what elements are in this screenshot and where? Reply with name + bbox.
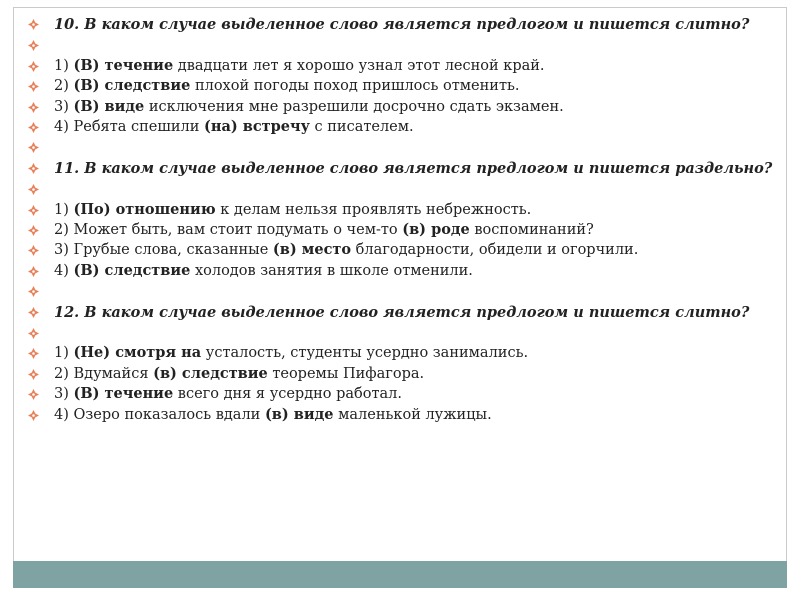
- option-text: 4) Озеро показалось вдали: [54, 406, 265, 423]
- option-number: 1): [54, 57, 74, 74]
- highlighted-word: (Не) смотря на: [73, 344, 202, 362]
- fleuron-bullet-icon: [28, 122, 39, 133]
- option-text: усталость, студенты усердно занимались.: [201, 345, 529, 362]
- highlighted-word: (В) виде: [73, 97, 145, 115]
- option-text: воспоминаний?: [469, 221, 594, 238]
- option-text: с писателем.: [309, 119, 414, 135]
- answer-option-3: [26, 240, 778, 260]
- option-text: 4) Ребята спешили: [54, 119, 204, 135]
- fleuron-bullet-icon: [28, 225, 39, 236]
- option-text: к делам нельзя проявлять небрежность.: [215, 201, 532, 218]
- spacer-line: [26, 137, 778, 157]
- answer-option-3: [26, 384, 778, 404]
- answer-option-2: [26, 364, 778, 384]
- slide-content: [26, 14, 778, 425]
- fleuron-bullet-icon: [28, 81, 39, 92]
- answer-option-1: [26, 56, 778, 76]
- question-text: 11. В каком случае выделенное слово является предлогом и пишется раздельно?: [54, 159, 773, 177]
- answer-option-2: [26, 220, 778, 240]
- option-text: 2) Может быть, вам стоит подумать о чем-то: [54, 221, 403, 238]
- spacer-line: [26, 179, 778, 199]
- highlighted-word: (в) роде: [402, 220, 470, 238]
- highlighted-word: (В) течение: [73, 56, 174, 74]
- option-text: всего дня я усердно работал.: [173, 386, 403, 403]
- option-text: 3) Грубые слова, сказанные: [54, 242, 273, 259]
- fleuron-bullet-icon: [28, 205, 39, 216]
- highlighted-word: (В) следствие: [73, 261, 191, 279]
- highlighted-word: (в) виде: [264, 405, 334, 423]
- option-number: 2): [54, 78, 74, 95]
- answer-option-4: [26, 261, 778, 281]
- option-number: 4): [54, 262, 74, 279]
- option-text: теоремы Пифагора.: [267, 365, 425, 382]
- option-number: 3): [54, 386, 74, 403]
- highlighted-word: (В) течение: [73, 385, 174, 403]
- fleuron-bullet-icon: [28, 348, 39, 359]
- option-text: маленькой лужицы.: [333, 406, 492, 423]
- highlighted-word: (По) отношению: [73, 200, 216, 218]
- highlighted-word: (В) следствие: [73, 77, 191, 95]
- fleuron-bullet-icon: [28, 389, 39, 400]
- option-text: благодарности, обидели и огорчили.: [351, 242, 639, 259]
- option-text: холодов занятия в школе отменили.: [190, 262, 473, 279]
- slide-footer-band: [13, 561, 787, 588]
- answer-option-4: [26, 405, 778, 425]
- fleuron-bullet-icon: [28, 266, 39, 277]
- option-text: исключения мне разрешили досрочно сдать экзамен.: [144, 98, 564, 115]
- highlighted-word: (на) встречу: [203, 118, 310, 135]
- question-text: 12. В каком случае выделенное слово является предлогом и пишется слитно?: [54, 303, 750, 321]
- question-12: [26, 302, 778, 323]
- answer-option-3: [26, 97, 778, 117]
- answer-option-2: [26, 76, 778, 96]
- fleuron-bullet-icon: [28, 19, 39, 30]
- fleuron-bullet-icon: [28, 142, 39, 153]
- answer-option-4: [26, 117, 778, 137]
- spacer-line: [26, 35, 778, 55]
- question-text: 10. В каком случае выделенное слово является предлогом и пишется слитно?: [54, 16, 750, 33]
- fleuron-bullet-icon: [28, 40, 39, 51]
- question-10: [26, 14, 778, 35]
- spacer-line: [26, 323, 778, 343]
- option-number: 1): [54, 201, 74, 218]
- option-text: 2) Вдумайся: [54, 365, 154, 382]
- fleuron-bullet-icon: [28, 410, 39, 421]
- option-number: 3): [54, 98, 74, 115]
- fleuron-bullet-icon: [28, 102, 39, 113]
- fleuron-bullet-icon: [28, 163, 39, 174]
- fleuron-bullet-icon: [28, 245, 39, 256]
- fleuron-bullet-icon: [28, 328, 39, 339]
- question-11: [26, 158, 778, 179]
- fleuron-bullet-icon: [28, 307, 39, 318]
- fleuron-bullet-icon: [28, 61, 39, 72]
- fleuron-bullet-icon: [28, 286, 39, 297]
- highlighted-word: (в) следствие: [153, 364, 268, 382]
- highlighted-word: (в) место: [272, 241, 352, 259]
- answer-option-1: [26, 343, 778, 363]
- answer-option-1: [26, 200, 778, 220]
- fleuron-bullet-icon: [28, 369, 39, 380]
- option-text: двадцати лет я хорошо узнал этот лесной край.: [173, 57, 545, 74]
- fleuron-bullet-icon: [28, 184, 39, 195]
- spacer-line: [26, 281, 778, 301]
- option-number: 1): [54, 345, 74, 362]
- option-text: плохой погоды поход пришлось отменить.: [190, 78, 520, 95]
